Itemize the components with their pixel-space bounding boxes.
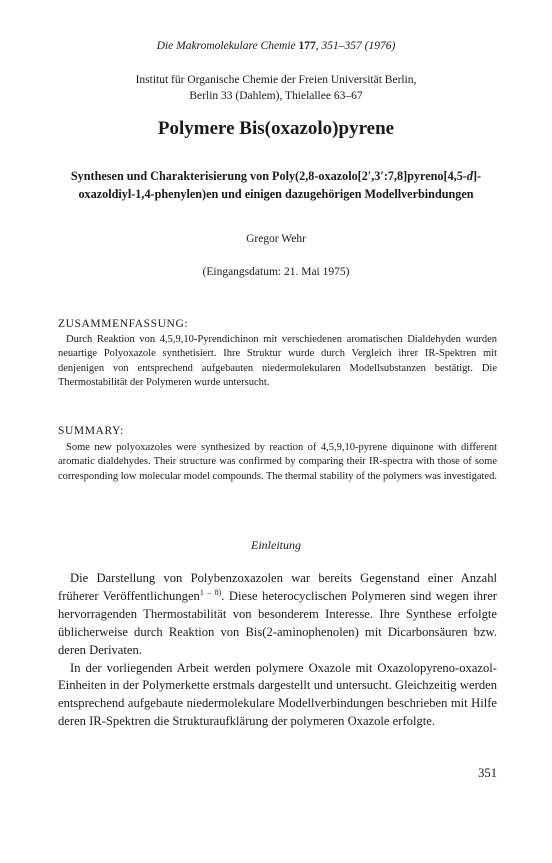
- zusammenfassung-abstract: [58, 333, 497, 390]
- institute-affiliation: [0, 72, 552, 104]
- citation-reference: 1 – 8): [199, 587, 222, 597]
- zusammenfassung-text: Durch Reaktion von 4,5,9,10-Pyrendichinon mit verschiedenen aromatischen Dialdehyden wurden neuartige Polyoxazole synthetisiert. Ihre Struktur wurde durch Vergleich ihrer IR-Spektren mit denjenigen von entsprechend aufgebauten niedermolekularen Modellsubstanzen bestätigt. Die Thermostabilität der Polymeren wurde untersucht.: [58, 334, 497, 388]
- summary-heading: SUMMARY:: [58, 425, 124, 437]
- journal-citation: [0, 40, 552, 52]
- einleitung-paragraph-2: In der vorliegenden Arbeit werden polymere Oxazole mit Oxazolopyreno-oxazol-Einheiten in der Polymerkette erstmals dargestellt und untersucht. Gleichzeitig werden entsprechend aufgebaute niedermolekulare Modellverbindungen beschrieben mit Hilfe deren IR-Spektren die Strukturaufklärung der polymeren Oxazole erfolgte.: [58, 660, 497, 729]
- paragraph-1-text-a: Die Darstellung von Polybenzoxazolen war bereits Gegenstand einer Anzahl früherer Veröffentlichungen: [58, 571, 497, 603]
- received-date: (Eingangsdatum: 21. Mai 1975): [202, 266, 350, 278]
- einleitung-paragraph-1: [58, 570, 497, 660]
- journal-pages-year: , 351–357 (1976): [315, 40, 396, 52]
- paper-title: Polymere Bis(oxazolo)pyrene: [157, 118, 395, 139]
- journal-volume: 177: [298, 40, 316, 52]
- paragraph-1-text-b: . Diese heterocyclischen Polymeren sind wegen ihrer hervorragenden Thermostabilität von besonderem Interesse. Ihre Synthese erfolgte üblicherweise durch Reaktion von Bis(2-aminophenolen) mit Dicarbonsäuren bzw. deren Derivaten.: [58, 588, 497, 657]
- page-number: 351: [478, 766, 497, 780]
- section-heading-einleitung: Einleitung: [251, 538, 301, 552]
- subtitle-italic-d: d: [466, 169, 473, 183]
- summary-text: Some new polyoxazoles were synthesized by reaction of 4,5,9,10-pyrene diquinone with different aromatic dialdehydes. Their structure was confirmed by comparing their IR-spectra with those of some corresponding low molecular model compounds. The thermal stability of the polymers was investigated.: [58, 442, 497, 482]
- institute-line-1: Institut für Organische Chemie der Freien Universität Berlin,: [135, 74, 417, 86]
- einleitung-body: [58, 570, 497, 731]
- author-name: Gregor Wehr: [246, 233, 306, 245]
- journal-name: Die Makromolekulare Chemie: [156, 40, 296, 52]
- paper-subtitle: [58, 167, 494, 203]
- subtitle-part-1: Synthesen und Charakterisierung von Poly(2,8-oxazolo[2′,3′:7,8]pyreno[4,5-: [70, 169, 467, 183]
- institute-line-2: Berlin 33 (Dahlem), Thielallee 63–67: [189, 90, 363, 102]
- zusammenfassung-heading: ZUSAMMENFASSUNG:: [58, 318, 189, 330]
- subtitle-part-2: ]-oxazoldiyl-1,4-phenylen)en und einigen dazugehörigen Modellverbindungen: [78, 169, 482, 201]
- summary-abstract: [58, 441, 497, 484]
